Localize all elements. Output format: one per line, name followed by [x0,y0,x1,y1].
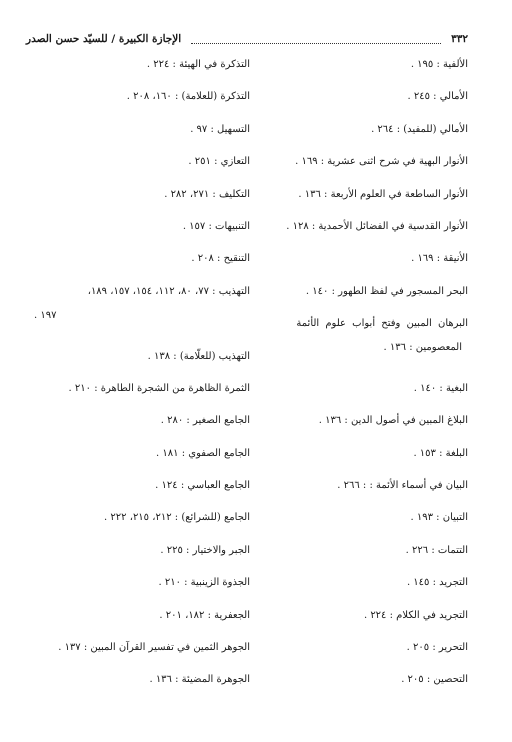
index-entry: التبيان : ١٩٣ . [410,512,468,524]
index-entry: التذكرة في الهيئة : ٢٢٤ . [146,59,250,70]
index-entry: التتمات : ٢٢٦ . [405,544,468,556]
index-entry: التنقيح : ٢٠٨ . [191,253,250,265]
index-entry: الألفية : ١٩٥ . [410,59,468,70]
index-entry: الجامع الصفوي : ١٨١ . [156,447,250,459]
running-title: الإجازة الكبيرة / للسيّد حسن الصدر [26,33,182,45]
index-entry: البغية : ١٤٠ . [413,382,468,394]
index-entry: التنبيهات : ١٥٧ . [182,220,250,232]
index-entry: الأنوار القدسية في الفضائل الأحمدية : ١٢٨ . [286,220,468,232]
index-entry: الجوهرة المضيئة : ١٣٦ . [149,674,250,686]
index-entry: البرهان المبين وفتح أبواب علوم الأئمة [296,318,468,330]
index-entry: التعازي : ٢٥١ . [188,156,250,168]
index-entry: البيان في أسماء الأئمة : : ٢٦٦ . [337,480,468,492]
index-entry: التكليف : ٢٧١، ٢٨٢ . [164,188,250,200]
index-entry: الثمرة الظاهرة من الشجرة الطاهرة : ٢١٠ . [68,382,250,394]
index-entry: الجذوة الزينبية : ٢١٠ . [158,577,250,589]
index-entry: البلاغ المبين في أصول الدين : ١٣٦ . [318,415,468,427]
index-entry: التسهيل : ٩٧ . [190,123,250,135]
index-column-left [20,58,250,706]
index-entry: التحرير : ٢٠٥ . [406,642,468,654]
header-dotted-leader [191,43,441,44]
index-entry-continuation: ١٩٧ . [34,309,57,321]
index-entry: الأمالي : ٢٤٥ . [407,91,468,103]
page-number: ٣٣٢ [451,33,468,45]
page-header [26,30,468,48]
index-entry: الجبر والاختيار : ٢٢٥ . [160,544,250,556]
index-entry-continuation: المعصومين : ١٣٦ . [383,342,462,354]
index-entry: التهذيب (للعلّامة) : ١٣٨ . [147,350,250,362]
index-entry: الجوهر الثمين في تفسير القرآن المبين : ١٣٧ . [58,642,250,654]
index-column-right [248,58,468,706]
index-entry: الأمالي (للمفيد) : ٢٦٤ . [371,123,468,135]
index-entry: الجعفرية : ١٨٢، ٢٠١ . [159,609,250,621]
index-entry: الجامع (للشرائع) : ٢١٢، ٢١٥، ٢٢٢ . [104,512,250,524]
index-entry: الجامع الصغير : ٢٨٠ . [160,415,250,427]
index-entry: الأنوار البهية في شرح اثنى عشرية : ١٦٩ . [295,156,468,168]
index-entry: البلغة : ١٥٣ . [413,447,468,459]
index-entry: التهذيب : ٧٧، ٨٠، ١١٢، ١٥٤، ١٥٧، ١٨٩، [87,285,250,297]
index-entry: التجريد : ١٤٥ . [406,577,468,589]
index-entry: الجامع العباسي : ١٢٤ . [155,480,250,492]
index-entry: البحر المسجور في لفظ الطهور : ١٤٠ . [305,285,468,297]
index-entry: التحصين : ٢٠٥ . [401,674,468,686]
index-entry: الأنيقة : ١٦٩ . [411,253,468,265]
index-entry: الأنوار الساطعة في العلوم الأربعة : ١٣٦ . [298,188,468,200]
index-entry: التجريد في الكلام : ٢٢٤ . [363,609,468,621]
index-entry: التذكرة (للعلامة) : ١٦٠، ٢٠٨ . [126,91,250,103]
